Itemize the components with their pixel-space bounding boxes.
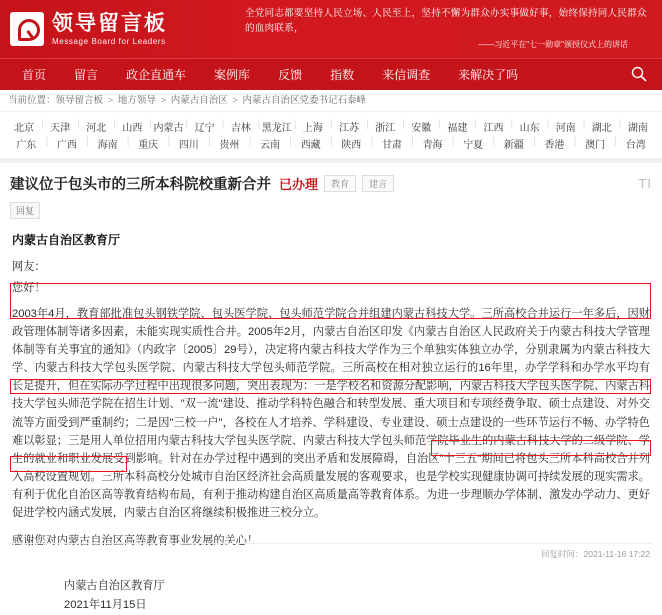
nav-item-3[interactable]: 案例库	[214, 67, 251, 82]
nav-item-1[interactable]: 留言	[74, 67, 99, 82]
region-zhejiang[interactable]: | 浙江	[367, 119, 403, 134]
region-neimenggu[interactable]: | 内蒙古	[150, 119, 186, 134]
region-yunnan[interactable]: | 云南	[250, 136, 291, 151]
region-henan[interactable]: | 河南	[548, 119, 584, 134]
main-nav	[0, 58, 662, 90]
reply-timestamp	[541, 548, 650, 560]
region-anhui[interactable]: | 安徽	[403, 119, 439, 134]
salutation: 网友：	[12, 261, 46, 274]
region-ningxia[interactable]: | 宁夏	[453, 136, 494, 151]
region-xizang[interactable]: | 西藏	[290, 136, 331, 151]
site-subtitle: Message Board for Leaders	[52, 36, 166, 46]
site-logo-icon	[10, 12, 44, 46]
region-shanghai[interactable]: | 上海	[295, 119, 331, 134]
footer-divider	[10, 543, 652, 544]
nav-item-5[interactable]: 指数	[330, 67, 355, 82]
reply-signature	[12, 577, 650, 615]
salutation-greeting: 您好！	[12, 281, 46, 294]
tag-education[interactable]: 教育	[324, 175, 356, 192]
region-xinjiang[interactable]: | 新疆	[494, 136, 535, 151]
reply-button[interactable]: 回复	[10, 202, 40, 219]
breadcrumb-item-3[interactable]: 内蒙古自治区党委书记石泰峰	[242, 95, 367, 106]
region-jilin[interactable]: | 吉林	[223, 119, 259, 134]
region-heilongjiang[interactable]: | 黑龙江	[259, 119, 295, 134]
breadcrumb-sep: >	[157, 95, 169, 106]
status-badge: 已办理	[279, 177, 319, 192]
region-fujian[interactable]: | 福建	[439, 119, 475, 134]
tag-suggestion[interactable]: 建言	[362, 175, 394, 192]
nav-item-2[interactable]: 政企直通车	[126, 67, 187, 82]
search-icon[interactable]	[630, 65, 648, 83]
breadcrumb-sep: >	[105, 95, 116, 106]
nav-item-0[interactable]: 首页	[22, 67, 47, 82]
site-logo-text	[52, 12, 167, 47]
nav-item-7[interactable]: 来解决了吗	[458, 67, 519, 82]
region-hainan[interactable]: | 海南	[87, 136, 128, 151]
region-taiwan[interactable]: | 台湾	[615, 136, 656, 151]
nav-item-6[interactable]: 来信调查	[382, 67, 431, 82]
breadcrumb-item-0[interactable]: 领导留言板	[55, 95, 104, 106]
region-qinghai[interactable]: | 青海	[412, 136, 453, 151]
region-selector	[0, 112, 662, 159]
reply-thanks: 感谢您对内蒙古自治区高等教育事业发展的关心！	[12, 535, 259, 548]
region-hubei[interactable]: | 湖北	[584, 119, 620, 134]
signature-org: 内蒙古自治区教育厅	[64, 579, 165, 592]
region-shanxi[interactable]: | 山西	[114, 119, 150, 134]
region-row-1	[6, 118, 656, 135]
region-jiangxi[interactable]: | 江西	[475, 119, 511, 134]
breadcrumb-sep: >	[229, 95, 241, 106]
region-hunan[interactable]: | 湖南	[620, 119, 656, 134]
region-shaanxi[interactable]: | 陕西	[331, 136, 372, 151]
banner-attribution: ——习近平在"七一勋章"颁授仪式上的讲话	[478, 39, 628, 49]
header-banner	[245, 7, 652, 51]
region-guangxi[interactable]: | 广西	[47, 136, 88, 151]
breadcrumb-item-2[interactable]: 内蒙古自治区	[170, 95, 228, 106]
banner-quote: 全党同志都要坚持人民立场、人民至上，坚持不懈为群众办实事做好事，始终保持同人民群众的血肉联系，	[245, 8, 647, 34]
post-header	[0, 159, 662, 198]
region-guangdong[interactable]: 广东	[16, 140, 37, 151]
region-chongqing[interactable]: | 重庆	[128, 136, 169, 151]
watermark: TI	[638, 176, 652, 191]
reply-org-name: 内蒙古自治区教育厅	[12, 233, 121, 247]
region-shandong[interactable]: | 山东	[512, 119, 548, 134]
signature-date: 2021年11月15日	[64, 598, 147, 611]
site-title: 领导留言板	[52, 11, 167, 35]
region-jiangsu[interactable]: | 江苏	[331, 119, 367, 134]
region-beijing[interactable]: 北京	[14, 123, 35, 134]
reply-paragraph: 2003年4月，教育部批准包头钢铁学院、包头医学院、包头师范学院合并组建内蒙古科技大学。三所高校合并运行一年多后，因财政管理体制等诸多因素，未能实现实质性合并。2005年2月，内蒙古自治区印发《内蒙古自治区人民政府关于内蒙古科技大学管理体制等有关事宜的通知》（内政字〔2005〕29号），决定将内蒙古科技大学作为三个单独实体独立办学，分别隶属为内蒙古科技大学、内蒙古科技大学包头医学院、内蒙古科技大学包头师范学院。三所高校在相对独立运行的16年里，办学学科和办学水平均有长足提升，但在实际办学过程中出现很多问题，突出表现为：一是学校名和资源分配影响，内蒙古科技大学包头医学院、内蒙古科技大学包头师范学院在招生计划、"双一流"建设、推动学科特色融合和转型发展、重大项目和专项经费争取、硕士点建设、对外交流等方面受到严重制约；二是因"三校一户"，各校在人才培养、学科建设、专业建设、硕士点建设的一些环节运行不畅、办学特色难以彰显；三是用人单位招用内蒙古科技大学包头医学院、内蒙古科技大学包头师范学院毕业生的内蒙古科技大学的二级学院、学生的就业和职业发展受到影响。针对在办学过程中遇到的突出矛盾和发展障碍，自治区"十三五"期间已将包头三所本科高校合并列入高校设置规划。三所本科高校分处城市自治区经济社会高质量发展的客观要求，也是学校实现健康协调可持续发展的现实需求。有利于优化自治区高等教育结构布局，有利于推动构建自治区高质量高等教育体系。为进一步理顺办学体制、激发办学动力、更好促进学校内涵式发展，内蒙古自治区将继续积极推进三校分立。	[12, 307, 650, 520]
region-aomen[interactable]: | 澳门	[575, 136, 616, 151]
region-hebei[interactable]: | 河北	[78, 119, 114, 134]
region-gansu[interactable]: | 甘肃	[372, 136, 413, 151]
region-guizhou[interactable]: | 贵州	[209, 136, 250, 151]
breadcrumb-prefix: 当前位置：	[8, 95, 56, 106]
nav-item-4[interactable]: 反馈	[278, 67, 303, 82]
reply-time-label: 回复时间：	[541, 549, 584, 559]
region-row-2	[6, 135, 656, 152]
region-xianggang[interactable]: | 香港	[534, 136, 575, 151]
reply-time-value: 2021-11-16 17:22	[583, 549, 650, 559]
region-tianjin[interactable]: | 天津	[42, 119, 78, 134]
region-liaoning[interactable]: | 辽宁	[187, 119, 223, 134]
page-title: 建议位于包头市的三所本科院校重新合并	[10, 177, 271, 193]
region-sichuan[interactable]: | 四川	[169, 136, 210, 151]
breadcrumb	[0, 90, 662, 112]
site-header	[0, 0, 662, 58]
breadcrumb-item-1[interactable]: 地方领导	[117, 95, 156, 106]
